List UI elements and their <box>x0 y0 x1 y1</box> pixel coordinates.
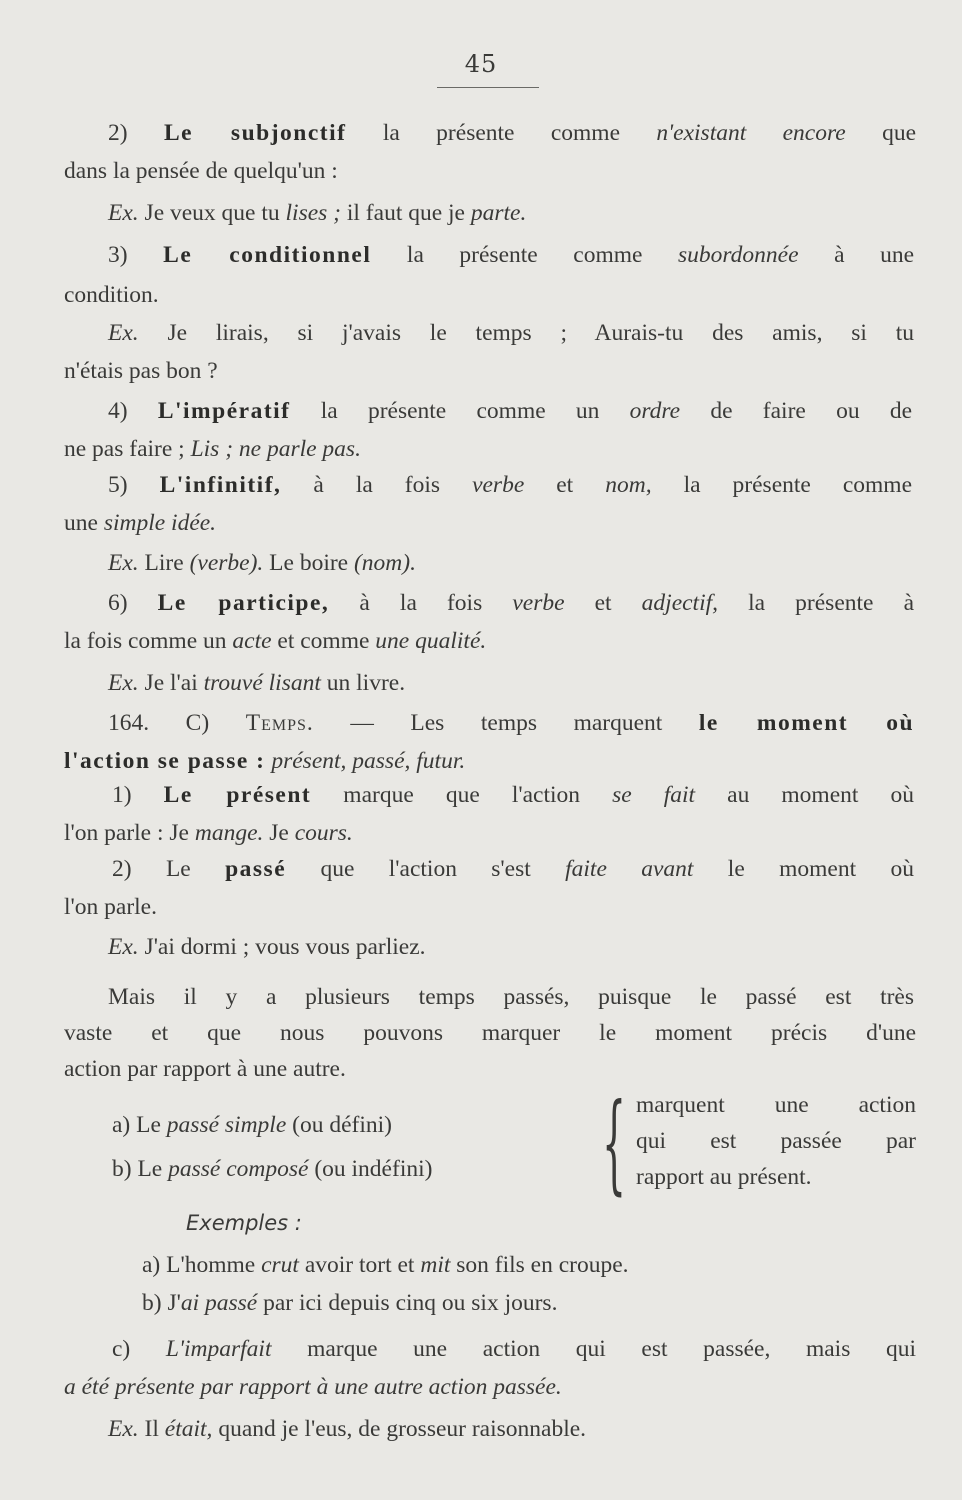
line-present: 1) Le présent marque que l'action se fait au moment où <box>112 782 914 808</box>
line-17: l'action se passe : présent, passé, futur. <box>64 748 466 774</box>
table-row-b: b) Le passé composé (ou indéfini) <box>112 1156 433 1182</box>
line-5: condition. <box>64 282 159 308</box>
line-imparfait-2: a été présente par rapport à une autre action passée. <box>64 1374 562 1400</box>
line-21: l'on parle. <box>64 894 157 920</box>
example-imparfait: Ex. Il était, quand je l'eus, de grosseur raisonnable. <box>108 1416 587 1442</box>
line-7: n'étais pas bon ? <box>64 358 218 384</box>
example-subjonctif: Ex. Je veux que tu lises ; il faut que je parte. <box>108 200 527 226</box>
example-conditionnel: Ex. Je lirais, si j'avais le temps ; Aurais-tu des amis, si tu <box>108 320 914 346</box>
example-b: b) J'ai passé par ici depuis cinq ou six jours. <box>142 1290 558 1316</box>
page-number: 45 <box>464 50 498 78</box>
line-14: la fois comme un acte et comme une qualité. <box>64 628 487 654</box>
brace-icon: { <box>602 1081 627 1206</box>
header-rule <box>437 87 539 88</box>
table-row-a: a) Le passé simple (ou défini) <box>112 1112 392 1138</box>
table-right-1: marquent une action <box>636 1092 916 1118</box>
line-subjonctif: 2) Le subjonctif la présente comme n'existant encore que <box>108 120 917 146</box>
table-right-3: rapport au présent. <box>636 1164 812 1190</box>
example-passe: Ex. J'ai dormi ; vous vous parliez. <box>108 934 426 960</box>
example-participe: Ex. Je l'ai trouvé lisant un livre. <box>108 670 406 696</box>
line-participe: 6) Le participe, à la fois verbe et adjectif, la présente à <box>108 590 914 616</box>
examples-heading: Exemples : <box>186 1211 302 1235</box>
line-25: action par rapport à une autre. <box>64 1056 346 1082</box>
table-right-2: qui est passée par <box>636 1128 916 1154</box>
line-24: vaste et que nous pouvons marquer le moment précis d'une <box>64 1020 916 1046</box>
line-imparfait: c) L'imparfait marque une action qui est passée, mais qui <box>112 1336 916 1362</box>
line-11: une simple idée. <box>64 510 217 536</box>
example-a: a) L'homme crut avoir tort et mit son fils en croupe. <box>142 1252 629 1278</box>
line-9: ne pas faire ; Lis ; ne parle pas. <box>64 436 361 462</box>
line-2: dans la pensée de quelqu'un : <box>64 158 338 184</box>
line-imperatif: 4) L'impératif la présente comme un ordre de faire ou de <box>108 398 913 424</box>
line-passe: 2) Le passé que l'action s'est faite avant le moment où <box>112 856 914 882</box>
line-infinitif: 5) L'infinitif, à la fois verbe et nom, la présente comme <box>108 472 913 498</box>
line-19: l'on parle : Je mange. Je cours. <box>64 820 353 846</box>
section-164: 164. C) Temps. — Les temps marquent le moment où <box>108 710 915 736</box>
line-23: Mais il y a plusieurs temps passés, puisque le passé est très <box>108 984 914 1010</box>
example-infinitif: Ex. Lire (verbe). Le boire (nom). <box>108 550 416 576</box>
line-conditionnel: 3) Le conditionnel la présente comme subordonnée à une <box>108 242 914 268</box>
